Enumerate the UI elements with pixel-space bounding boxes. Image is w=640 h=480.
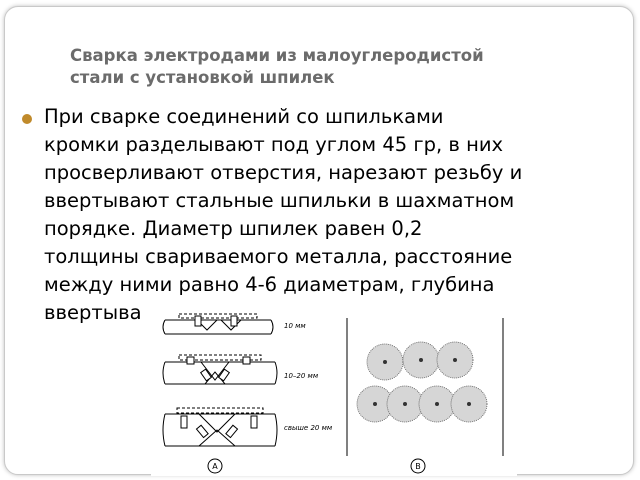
joint-diagram-10mm	[163, 314, 273, 334]
slide-title-line-2: стали с установкой шпилек	[70, 68, 335, 87]
weld-bead-pattern	[347, 318, 503, 456]
label-10mm: 10 мм	[284, 322, 306, 330]
bullet-line-7: между ними равно 4-6 диаметрам, глубина	[44, 273, 495, 296]
bullet-paragraph	[44, 103, 624, 327]
panel-a-label: А	[212, 462, 218, 471]
bullet-dot-icon	[22, 114, 32, 124]
bullet-line-4: ввертывают стальные шпильки в шахматном	[44, 189, 515, 212]
bullet-line-3: просверливают отверстия, нарезают резьбу и	[44, 161, 523, 184]
joint-diagram-over-20mm	[163, 408, 277, 446]
slide-title	[70, 45, 610, 89]
slide-title-line-1: Сварка электродами из малоуглеродистой	[70, 46, 484, 65]
label-10-20mm: 10–20 мм	[284, 372, 319, 380]
bullet-line-6: толщины свариваемого металла, расстояние	[44, 245, 513, 268]
joint-diagram-10-20mm	[163, 355, 277, 384]
bullet-line-2: кромки разделывают под углом 45 гр, в них	[44, 133, 504, 156]
label-over-20mm: свыше 20 мм	[284, 424, 333, 432]
bullet-line-1: При сварке соединений со шпильками	[44, 105, 444, 128]
bullet-line-8: ввертыва	[44, 301, 142, 324]
bullet-line-5: порядке. Диаметр шпилек равен 0,2	[44, 217, 423, 240]
panel-b-label: В	[415, 462, 421, 471]
welding-stud-figure	[151, 310, 517, 476]
